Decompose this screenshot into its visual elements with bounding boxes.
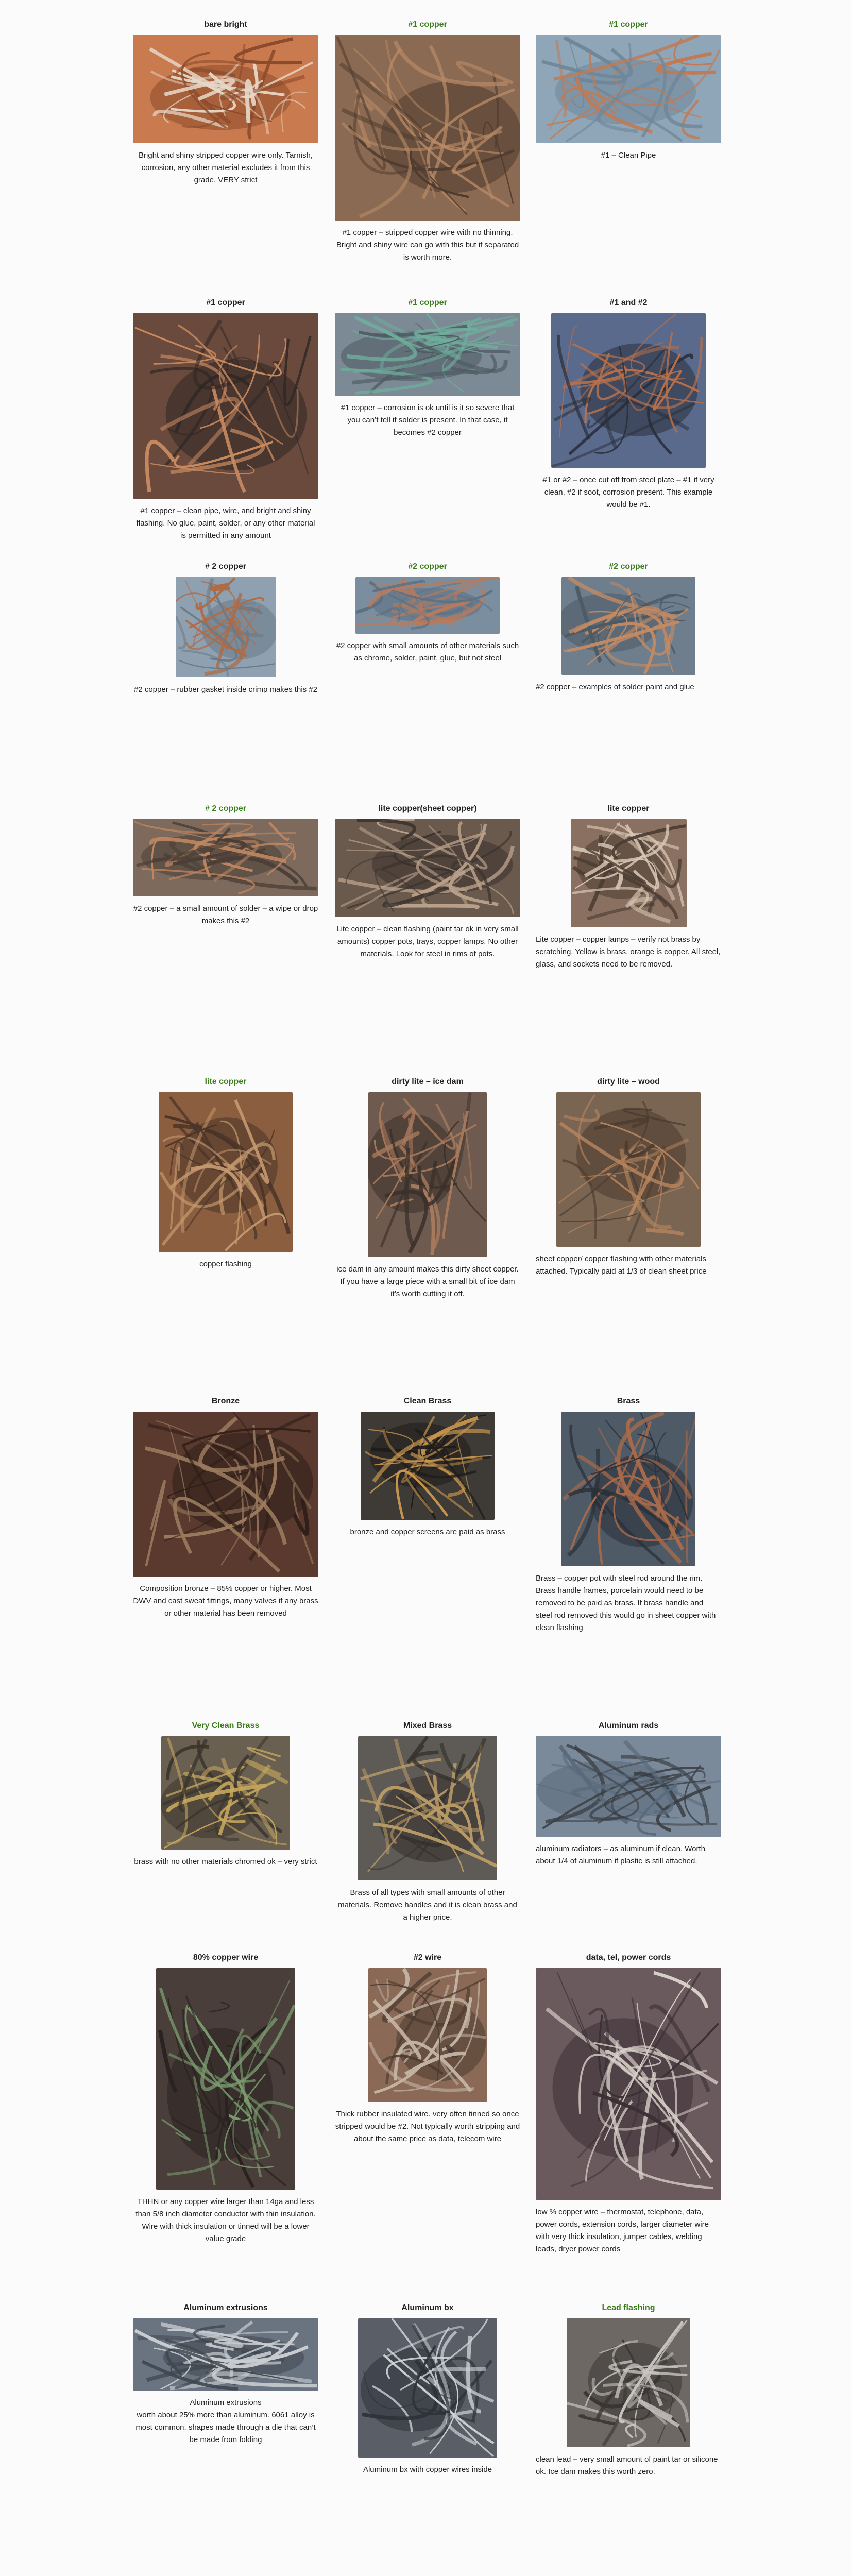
flashing-with-wood-photo	[556, 1092, 701, 1247]
grade-title: lite copper(sheet copper)	[378, 804, 477, 813]
grade-caption: ice dam in any amount makes this dirty sheet copper. If you have a large piece with a small bit of ice dam it’s worth cutting it off.	[336, 1265, 519, 1298]
grade-title: dirty lite – ice dam	[392, 1077, 464, 1086]
bronze-fittings-barrel-photo	[133, 1412, 318, 1577]
grade-title: Aluminum rads	[598, 1721, 659, 1730]
grade-card	[536, 1077, 721, 1278]
grade-caption: bronze and copper screens are paid as brass	[350, 1528, 505, 1536]
grade-card	[133, 1077, 318, 1270]
grade-card	[335, 804, 520, 960]
copper-lamp-photo	[571, 819, 687, 927]
grade-card	[335, 1396, 520, 1538]
grade-title: Aluminum extrusions	[183, 2303, 268, 2312]
grade-card	[133, 1721, 318, 1868]
grade-caption: #1 or #2 – once cut off from steel plate – #1 if very clean, #2 if soot, corrosion present. This example would be #1.	[542, 476, 714, 509]
grade-title: lite copper	[607, 804, 650, 813]
grade-card	[335, 20, 520, 264]
grade-caption: aluminum radiators – as aluminum if clean. Worth about 1/4 of aluminum if plastic is still attached.	[536, 1844, 706, 1866]
grade-caption: low % copper wire – thermostat, telephone, data, power cords, extension cords, larger diameter wire with very thick insulation, jumper cables, welding leads, dryer power cords	[536, 2208, 709, 2253]
aluminum-bx-photo	[358, 2318, 497, 2458]
power-cords-photo	[536, 1968, 721, 2200]
grade-caption: Composition bronze – 85% copper or higher. Most DWV and cast sweat fittings, many valves if any brass or other material has been removed	[133, 1584, 318, 1618]
grade-caption: #1 copper – clean pipe, wire, and bright and shiny flashing. No glue, paint, solder, or any other material is permitted in any amount	[136, 506, 315, 540]
grade-card	[536, 1721, 721, 1868]
grade-title: #2 wire	[413, 1953, 442, 1962]
grade-caption: clean lead – very small amount of paint tar or silicone ok. Ice dam makes this worth zero.	[536, 2455, 718, 2476]
grade-card	[133, 804, 318, 927]
grade-title: #2 copper	[408, 562, 447, 571]
grade-caption: Brass – copper pot with steel rod around the rim. Brass handle frames, porcelain would need to be removed to be paid as brass. If brass handle and steel rod removed this would go in sheet copper with clean flashing	[536, 1574, 716, 1632]
grade-card	[536, 2303, 721, 2478]
grade-card	[133, 1396, 318, 1620]
aluminum-extrusion-photo	[133, 2318, 318, 2391]
grade-title: #1 copper	[206, 298, 245, 307]
elbow-fitting-photo	[176, 577, 276, 677]
grade-caption: Bright and shiny stripped copper wire only. Tarnish, corrosion, any other material excludes it from this grade. VERY strict	[139, 151, 313, 184]
grade-caption: #2 copper with small amounts of other materials such as chrome, solder, paint, glue, but not steel	[336, 641, 519, 663]
grade-caption: brass with no other materials chromed ok – very strict	[134, 1857, 317, 1866]
grade-caption: Brass of all types with small amounts of other materials. Remove handles and it is clean brass and a higher price.	[338, 1888, 517, 1922]
grade-title: Brass	[617, 1397, 640, 1405]
copper-wire-pile-photo	[335, 35, 520, 221]
copper-bin-photo	[133, 313, 318, 499]
fittings-photo	[561, 577, 695, 675]
grade-card	[133, 20, 318, 187]
copper-pipe-photo	[536, 35, 721, 143]
grade-caption: Lite copper – clean flashing (paint tar ok in very small amounts) copper pots, trays, copper lamps. No other materials. Look for steel in rims of pots.	[336, 925, 519, 958]
grade-card	[133, 562, 318, 696]
grade-title: Aluminum bx	[401, 2303, 454, 2312]
insulated-wire-photo	[156, 1968, 295, 2190]
grade-title: # 2 copper	[205, 804, 247, 813]
grade-title: #1 copper	[408, 298, 447, 307]
grade-caption: Lite copper – copper lamps – verify not brass by scratching. Yellow is brass, orange is copper. All steel, glass, and sockets need to be removed.	[536, 935, 721, 969]
mixed-brass-photo	[358, 1736, 497, 1880]
coil-on-plate-photo	[551, 313, 706, 468]
grade-title: dirty lite – wood	[597, 1077, 660, 1086]
grade-title: lite copper	[205, 1077, 247, 1086]
grade-title: # 2 copper	[205, 562, 247, 571]
grade-title: Lead flashing	[602, 2303, 655, 2312]
grade-caption: sheet copper/ copper flashing with other materials attached. Typically paid at 1/3 of clean sheet price	[536, 1255, 707, 1276]
grade-card	[335, 2303, 520, 2476]
painted-pipe-photo	[355, 577, 500, 634]
grade-title: data, tel, power cords	[586, 1953, 671, 1962]
grade-caption: #1 – Clean Pipe	[601, 151, 656, 160]
grade-title: 80% copper wire	[193, 1953, 259, 1962]
grade-title: Bronze	[211, 1397, 240, 1405]
grade-card	[335, 1721, 520, 1924]
rubber-wire-photo	[368, 1968, 487, 2102]
grade-title: bare bright	[204, 20, 247, 29]
corroded-pipe-photo	[335, 313, 520, 396]
grade-caption: Thick rubber insulated wire. very often tinned so once stripped would be #2. Not typically worth stripping and about the same price as data, telecom wire	[335, 2110, 520, 2143]
grade-title: #1 copper	[609, 20, 648, 29]
lead-flashing-photo	[567, 2318, 690, 2447]
grade-caption: #2 copper – examples of solder paint and glue	[536, 683, 694, 691]
grade-title: #1 copper	[408, 20, 447, 29]
grade-caption: Aluminum extrusions worth about 25% more than aluminum. 6061 alloy is most common. shapes made through a die that can’t be made from folding	[135, 2398, 316, 2444]
grade-title: Very Clean Brass	[192, 1721, 260, 1730]
ice-dam-sheet-photo	[368, 1092, 487, 1257]
copper-flashing-photo	[159, 1092, 293, 1252]
brass-screens-photo	[361, 1412, 495, 1520]
copper-wire-coil-photo	[133, 35, 318, 143]
grade-title: #1 and #2	[609, 298, 648, 307]
aluminum-radiator-photo	[536, 1736, 721, 1837]
grade-caption: Aluminum bx with copper wires inside	[363, 2465, 492, 2474]
grade-card	[536, 1953, 721, 2256]
sheet-copper-photo	[335, 819, 520, 917]
grade-card	[335, 298, 520, 439]
grade-caption: #1 copper – corrosion is ok until is it so severe that you can’t tell if solder is present. In that case, it becomes #2 copper	[341, 403, 515, 437]
grade-card	[335, 1953, 520, 2145]
solder-pipe-photo	[133, 819, 318, 896]
grade-card	[133, 298, 318, 542]
grade-caption: #1 copper – stripped copper wire with no thinning. Bright and shiny wire can go with this but if separated is worth more.	[336, 228, 519, 262]
grade-card	[335, 562, 520, 665]
grade-caption: copper flashing	[199, 1260, 252, 1268]
grade-title: Clean Brass	[403, 1397, 452, 1405]
grade-card	[536, 804, 721, 971]
grade-card	[536, 1396, 721, 1634]
copper-pot-photo	[561, 1412, 695, 1566]
grade-card	[335, 1077, 520, 1300]
grade-title: #2 copper	[609, 562, 648, 571]
grade-caption: #2 copper – a small amount of solder – a wipe or drop makes this #2	[133, 904, 318, 925]
grade-card	[536, 562, 721, 693]
grade-caption: #2 copper – rubber gasket inside crimp makes this #2	[133, 685, 317, 694]
clean-brass-pile-photo	[161, 1736, 290, 1850]
grade-card	[536, 298, 721, 511]
grade-caption: THHN or any copper wire larger than 14ga and less than 5/8 inch diameter conductor with thin insulation. Wire with thick insulation or tinned will be a lower value grade	[135, 2197, 316, 2243]
grade-card	[536, 20, 721, 162]
grade-title: Mixed Brass	[403, 1721, 452, 1730]
grade-card	[133, 2303, 318, 2446]
grade-card	[133, 1953, 318, 2245]
